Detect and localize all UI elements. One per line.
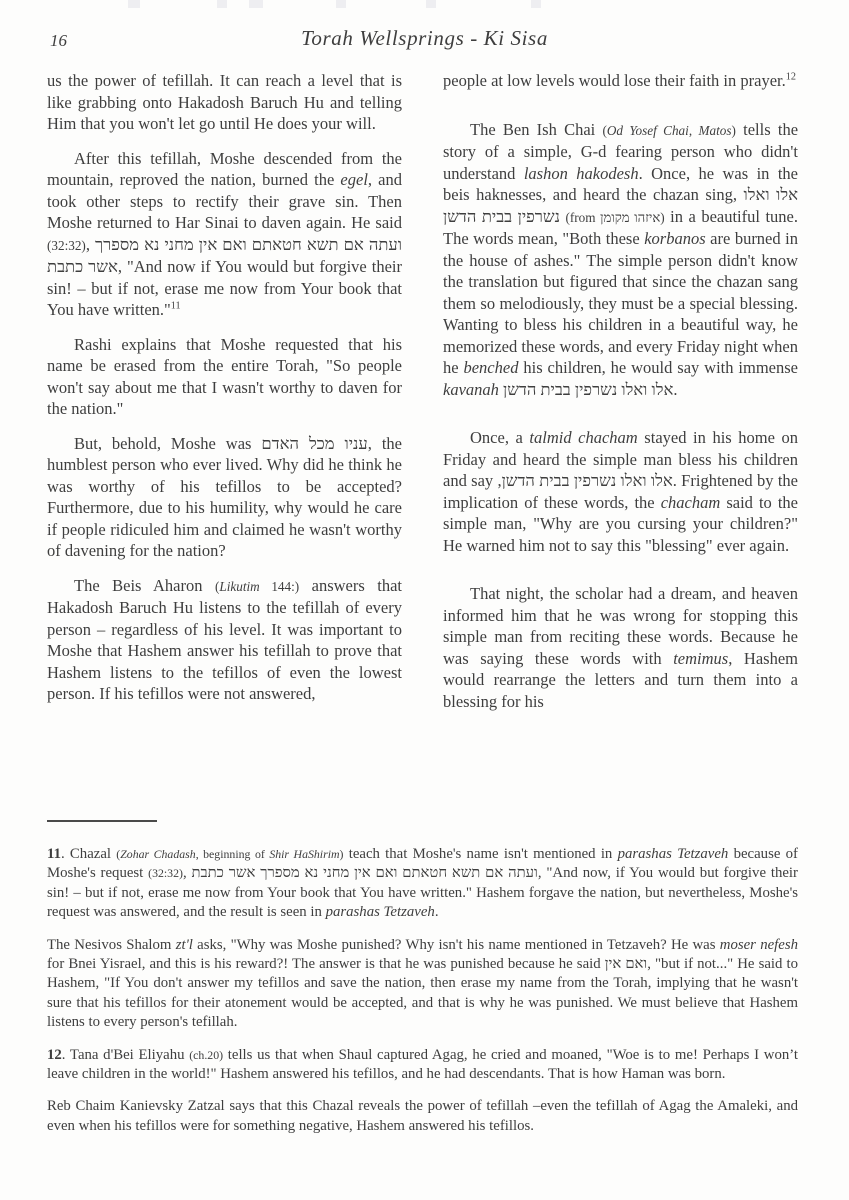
text-run: , the humblest person who ever lived. Why did he think he was worthy of his tefillos to be accepted? Furthermore, due to his humility, why would he care if people ridiculed him and claimed he wasn't worthy of davening for the nation? [47,433,402,560]
column-right [443,70,798,712]
text-run: (32:32) [148,866,183,881]
text-run: . [673,379,678,399]
text-run: lashon hakodesh [523,163,639,183]
text-run: 11 [47,846,61,862]
text-run: , "but if not..." He said to Hashem, "If You don't answer my tefillos and save the nation, then erase my name from the Torah, implying that he wasn't sure that his tefillos for their atonement would be accepted, and that is why he was punished. We must believe that Hashem listens to every person's tefillah. [47,956,798,1031]
column-left [47,70,402,712]
text-run: talmid chacham [529,428,638,447]
footnote-paragraph [47,1097,798,1136]
text-run: 12 [47,1046,62,1063]
text-run: Reb Chaim Kanievsky Zatzal says that this Chazal reveals the power of tefillah –even the tefillah of Agag the Amaleki, and even when his tefillos were for something negative, Hashem answered his tefillos. [47,1098,798,1134]
text-run: , Hashem would rearrange the letters and turn them into a blessing for his [443,648,798,711]
text-run: said to the simple man, "Why are you cursing your children?" He warned him not to say this "blessing" ever again. [443,492,798,555]
text-run: people at low levels would lose their faith in prayer. [443,71,786,90]
text-run: Matos [698,122,732,138]
text-run: tells us that when Shaul captured Agag, he cried and moaned, "Woe is to me! Perhaps I won’t leave children in the world!" Hashem answered his tefillos, and he had descendants. That is how Haman was born. [47,1046,799,1083]
text-run: korbanos [644,229,706,248]
text-run: egel [340,170,368,189]
scan-artifact [217,0,227,8]
scan-artifact [336,0,346,8]
page-number: 16 [50,31,67,50]
text-run: his children, he would say with immense [518,358,798,377]
text-run: (from [565,209,601,225]
text-run: because of Moshe's request [47,846,798,882]
paragraph [443,427,798,556]
text-run: Rashi explains that Moshe requested that his name be erased from the entire Torah, "So people won't say about me that I wasn't worthy to daven for the nation." [47,334,402,418]
text-run: ( [116,847,121,861]
paragraph [47,433,402,562]
text-run: in a beautiful tune. The words mean, "Both these [443,206,798,248]
text-run: 12 [785,71,796,83]
hebrew-text-run: ועתה אם תשא חטאתם ואם אין מחני נא מספרך אשר כתבת [191,865,538,882]
text-run: (32:32) [47,237,86,253]
paragraph [47,334,402,420]
footnote-paragraph [47,936,798,1033]
paragraph [443,583,798,712]
text-run: ( [214,578,220,594]
hebrew-text-run: אלו ואלו נשרפין בבית הדשן [501,471,673,490]
text-run: kavanah [443,379,499,399]
text-run: , and took other steps to rectify their grave sin. Then Moshe returned to Har Sinai to daven again. He said [47,170,402,232]
two-column-body [47,70,798,712]
text-run: teach that Moshe's name isn't mentioned in [343,846,618,862]
hebrew-text-run: ואם אין [604,956,648,973]
text-run: moser nefesh [719,936,799,953]
text-run: Shir HaShirim [269,847,340,861]
text-run: ) [731,122,736,138]
text-run: asks, "Why was Moshe punished? Why isn't his name mentioned in Tetzaveh? He was [192,936,720,953]
paragraph [47,575,402,705]
text-run: The Nesivos Shalom [47,936,176,953]
hebrew-text-run: איזהו מקומן [600,209,661,225]
text-run: . Frightened by the implication of these words, the [443,471,798,512]
text-run: us the power of tefillah. It can reach a level that is like grabbing onto Hakadosh Baruch Hu and telling Him that you won't let go until He does your will. [47,71,402,133]
text-run: benched [463,358,519,377]
hebrew-text-run: עניו מכל האדם [261,433,368,453]
scan-artifact [128,0,140,8]
text-run: , beginning of [195,847,270,861]
text-run: Likutim [219,578,260,594]
text-run: The Beis Aharon [74,575,215,595]
footnote-divider [47,820,157,822]
page-title: Torah Wellsprings - Ki Sisa [301,26,548,50]
text-run: But, behold, Moshe was [74,433,262,453]
text-run: After this tefillah, Moshe descended from the mountain, reproved the nation, burned the [47,148,402,189]
footnote-paragraph [47,845,798,923]
text-run: chacham [660,492,721,512]
text-run: answers that Hakadosh Baruch Hu listens to the tefillah of every person – regardless of his level. It was important to Moshe that Hashem answer his tefillah to prove that Hashem listens to the tefillos of even the lowest person. If his tefillos were not answered, [47,575,402,703]
text-run: (ch.20) [189,1047,224,1062]
text-run: ( [602,122,607,138]
text-run: 11 [170,300,181,312]
scan-artifact [426,0,436,8]
text-run: That night, the scholar had a dream, and heaven informed him that he was wrong for stopping this simple man from reciting these words. Because he was saying these words with [443,584,798,668]
text-run: are burned in the house of ashes." The simple person didn't know the translation but figured that since the chazan sang them so melodiously, they must be a special blessing. Wanting to bless his children in a beautiful way, he memorized these words, and every Friday night when he [443,229,798,377]
paragraph [443,70,798,92]
text-run: . [434,904,439,921]
text-run: parashas Tetzaveh [617,846,729,862]
text-run: . Once, he was in the beis haknesses, and heard the chazan sing, [443,163,798,204]
text-run: , "And now, if You would but forgive their sin! – but if not, erase me now from Your book that You have written." Hashem forgave the nation, but nevertheless, Moshe's request was answered, and the result is seen in [47,865,798,921]
paragraph [47,70,402,135]
text-run: ) [660,209,665,225]
text-run: 144:) [259,578,300,594]
scan-artifact [531,0,541,8]
text-run: zt'l [175,936,193,953]
hebrew-text-run: אלו ואלו נשרפין בבית הדשן [503,379,674,399]
text-run: , [182,865,192,882]
text-run: , [688,122,699,138]
text-run: tells the story of a simple, G-d fearing person who didn't understand [443,119,799,183]
text-run: , "And now if You would but forgive their sin! – but if not, erase me now from Your book that You have written." [47,257,402,319]
text-run: temimus [673,648,729,668]
scan-artifact [249,0,263,8]
paragraph [443,119,798,401]
footnote-paragraph [47,1046,798,1085]
text-run: for Bnei Yisrael, and this is his reward?! The answer is that he was punished because he said [47,956,605,973]
footnotes [47,845,798,1136]
text-run: parashas Tetzaveh [325,904,435,921]
text-run: Od Yosef Chai [606,122,689,138]
text-run: Zohar Chadash [120,847,196,861]
text-run: stayed in his home on Friday and heard the simple man bless his children and say , [443,428,799,490]
hebrew-text-run: ועתה אם תשא חטאתם ואם אין מחני נא מספרך אשר כתבת [47,234,402,276]
text-run: Once, a [470,428,530,447]
paragraph [47,148,402,321]
hebrew-text-run: אלו ואלו נשרפין בבית הדשן [443,185,798,226]
text-run: . Tana d'Bei Eliyahu [61,1046,190,1063]
text-run: . Chazal [60,846,117,862]
text-run: , [85,234,96,254]
text-run: ) [339,847,344,861]
text-run: The Ben Ish Chai [470,119,603,139]
